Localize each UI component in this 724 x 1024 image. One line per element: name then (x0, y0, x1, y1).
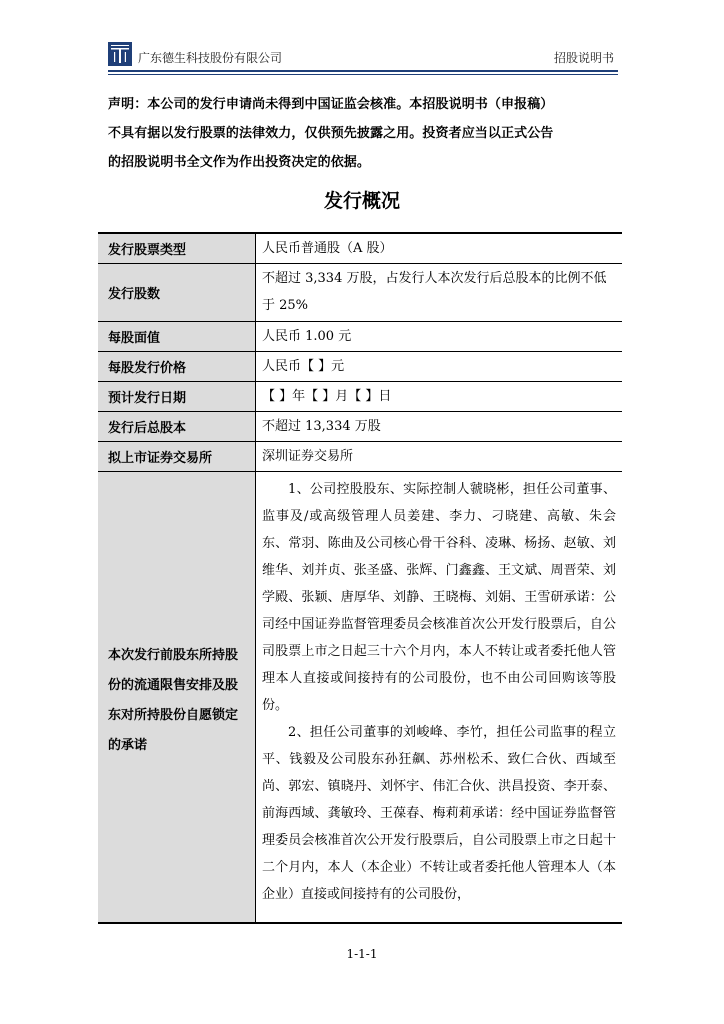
document-type: 招股说明书 (553, 51, 614, 65)
table-row (98, 471, 622, 923)
row-value: 人民币 1.00 元 (256, 321, 623, 351)
row-label: 每股面值 (98, 321, 256, 351)
disclaimer-notice (108, 90, 620, 177)
lockup-label (98, 471, 256, 923)
row-label: 拟上市证券交易所 (98, 441, 256, 471)
row-value: 不超过 13,334 万股 (256, 411, 623, 441)
page-number: 1-1-1 (346, 947, 378, 961)
table-row (98, 321, 622, 351)
row-value: 【 】年【 】月【 】日 (256, 381, 623, 411)
table-row (98, 411, 622, 441)
notice-line-2: 不具有据以发行股票的法律效力，仅供预先披露之用。投资者应当以正式公告 (108, 126, 554, 141)
page-header (108, 42, 618, 72)
lockup-commitments (256, 471, 623, 923)
company-logo-icon (108, 42, 132, 66)
table-row (98, 233, 622, 263)
table-row (98, 381, 622, 411)
lockup-paragraph-1: 1、公司控股股东、实际控制人虢晓彬，担任公司董事、监事及/或高级管理人员姜建、李力、刁晓建、高敏、朱会东、常羽、陈曲及公司核心骨干谷科、凌琳、杨扬、赵敏、刘维华、刘并贞、张圣盛、张辉、门鑫鑫、王文斌、周晋荣、刘学殿、张颖、唐厚华、刘静、王晓梅、刘娟、王雪研承诺：公司经中国证券监督管理委员会核准首次公开发行股票后，自公司股票上市之日起三十六个月内，本人不转让或者委托他人管理本人直接或间接持有的公司股份，也不由公司回购该等股份。 (262, 481, 616, 713)
header-rule-thin (108, 74, 618, 75)
company-name: 广东德生科技股份有限公司 (138, 51, 283, 65)
row-value: 不超过 3,334 万股，占发行人本次发行后总股本的比例不低于 25% (256, 263, 623, 321)
row-label: 发行股票类型 (98, 233, 256, 263)
row-value: 人民币普通股（A 股） (256, 233, 623, 263)
table-row (98, 441, 622, 471)
row-value: 深圳证券交易所 (256, 441, 623, 471)
row-label: 发行股数 (98, 263, 256, 321)
row-label: 发行后总股本 (98, 411, 256, 441)
section-title: 发行概况 (323, 190, 400, 212)
lockup-paragraph-2: 2、担任公司董事的刘峻峰、李竹，担任公司监事的程立平、钱毅及公司股东孙狂飙、苏州松禾、致仁合伙、西域至尚、郭宏、镇晓丹、刘怀宇、伟汇合伙、洪昌投资、李开泰、前海西域、龚敏玲、王葆春、梅莉莉承诺：经中国证券监督管理委员会核准首次公开发行股票后，自公司股票上市之日起十二个月内，本人（本企业）不转让或者委托他人管理本人（本企业）直接或间接持有的公司股份， (262, 724, 616, 902)
row-value: 人民币【 】元 (256, 351, 623, 381)
lockup-label-text: 本次发行前股东所持股份的流通限售安排及股东对所持股份自愿锁定的承诺 (108, 647, 239, 753)
table-row (98, 263, 622, 321)
row-label: 每股发行价格 (98, 351, 256, 381)
row-label: 预计发行日期 (98, 381, 256, 411)
header-rule (108, 70, 618, 72)
notice-line-3: 的招股说明书全文作为作出投资决定的依据。 (108, 155, 371, 170)
issuance-overview-table (98, 232, 622, 924)
table-row (98, 351, 622, 381)
notice-line-1: 声明：本公司的发行申请尚未得到中国证监会核准。本招股说明书（申报稿） (108, 97, 554, 112)
